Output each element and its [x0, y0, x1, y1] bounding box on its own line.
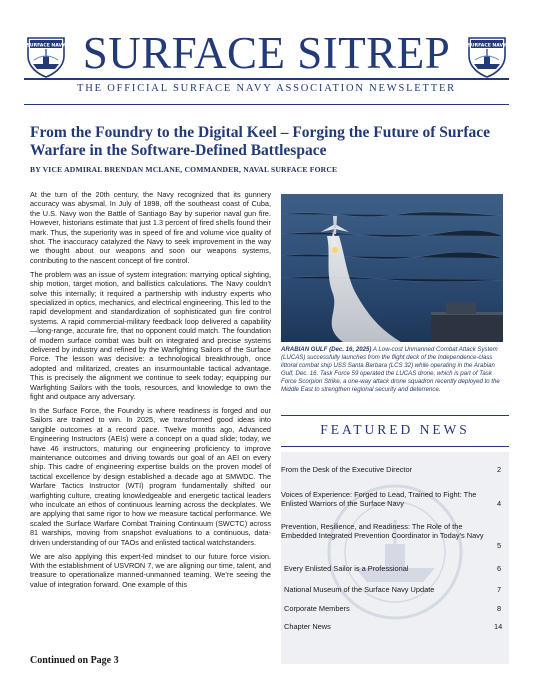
featured-item-title: Chapter News [284, 622, 331, 631]
featured-item-title: Corporate Members [284, 604, 350, 613]
article-paragraph: At the turn of the 20th century, the Navy recognized that its gunnery accuracy was abysmal. In July of 1898, off the southeast coast of Cuba, the U.S. Navy won the Battle of Santiago Bay by superior naval gun fire. However, historians estimate that just 1.3 percent of fired shells found their mark. Thus, the superiority was in speed of fire and volume vice quality of shot. The inaccuracy catalyzed the Navy to seek improvement in the way we thought about our weapons and soon our weapons systems, contributing to the nascent concept of fire control. [30, 190, 271, 265]
featured-item-title: National Museum of the Surface Navy Update [284, 585, 435, 594]
featured-item-page: 4 [497, 499, 502, 509]
article-byline: BY VICE ADMIRAL BRENDAN MCLANE, COMMANDER, NAVAL SURFACE FORCE [30, 165, 338, 174]
featured-item[interactable] [284, 564, 509, 573]
featured-item-page: 5 [497, 540, 502, 550]
featured-item-page: 14 [494, 622, 503, 631]
article-paragraph: The problem was an issue of system integration: marrying optical sighting, ship motion, target motion, and ballistics calculations. The Navy couldn’t solve this internally; it required a partnership with industry experts who specialized in optics, mechanics, and electrical engineering. This led to the rapid development and standardization of sophisticated gun fire control systems. A rapid commercial-military feedback loop delivered a capability—long-range, accurate fire, that no opponent could match. The foundation of modern surface combat was built on integrated and precise systems delivered by industry and refined by the Warfighting Sailors of the Surface Force. The lesson was decisive: a technological breakthrough, once adopted and militarized, creates an insurmountable tactical advantage. This is precisely the alignment we continue to seek today; equipping our Warfighting Sailors with the tools, resources, and knowledge to own the fight and outpace any adversary. [30, 269, 271, 402]
photo-caption [281, 346, 505, 395]
featured-item-page: 2 [497, 465, 502, 474]
featured-item[interactable] [284, 622, 509, 631]
masthead [0, 0, 533, 110]
featured-news-title: FEATURED NEWS [320, 422, 470, 437]
featured-item[interactable] [281, 465, 509, 474]
featured-item[interactable] [284, 604, 509, 613]
continued-link[interactable]: Continued on Page 3 [30, 655, 119, 666]
masthead-rule-bottom [24, 104, 509, 105]
article-paragraph: We are also applying this expert-led mindset to our future force vision. With the establishment of USVRON 7, we are aligning our time, talent, and treasure to operationalize manned-unmanned teaming. We’re seeing the value of integration forward. One example of this [30, 551, 271, 589]
surface-navy-shield-icon[interactable] [24, 34, 68, 78]
logo-text: SURFACE NAVY [26, 43, 66, 49]
featured-item-title: Voices of Experience: Forged to Lead, Trained to Fight: The Enlisted Warriors of the Surface Navy [281, 490, 477, 509]
featured-item[interactable] [284, 585, 509, 594]
featured-item-page: 6 [497, 564, 502, 573]
featured-rule-bottom [281, 446, 509, 447]
featured-item-title: Prevention, Resilience, and Readiness: The Role of the Embedded Integrated Prevention Coordinator in Today's Navy [281, 522, 484, 541]
featured-rule-top [281, 415, 509, 416]
article-headline: From the Foundry to the Digital Keel – Forging the Future of Surface Warfare in the Software-Defined Battlespace [30, 124, 491, 159]
caption-body: A Low-cost Unmanned Combat Attack System (LUCAS) successfully launches from the flight deck of the Independence-class littoral combat ship USS Santa Barbara (LCS 32) while operating in the Arabian Gulf, Dec. 16. Task Force 59 operated the LUCAS drone, which is part of Task Force Scorpion Strike, a one-way attack drone squadron recently deployed to the Middle East to strengthen regional security and deterrence. [281, 346, 500, 394]
featured-item-page: 8 [497, 604, 502, 613]
newsletter-subtitle: THE OFFICIAL SURFACE NAVY ASSOCIATION NEWSLETTER [77, 83, 456, 94]
article-body [30, 190, 271, 652]
featured-item-page: 7 [497, 585, 502, 594]
surface-navy-shield-icon[interactable] [465, 34, 509, 78]
featured-news-list [281, 452, 509, 664]
featured-item[interactable] [281, 490, 509, 509]
featured-item-title: Every Enlisted Sailor is a Professional [284, 564, 409, 573]
newsletter-title: SURFACE SITREP [82, 28, 451, 78]
article-paragraph: In the Surface Force, the Foundry is where readiness is forged and our Sailors are trained to win. In 2025, we transformed good ideas into tangible outcomes at a record pace. Twelve months ago, Advanced Engineering Instructors (AEIs) were a concept on a quad slide; today, we have 46 instructors, maturing our engineering proficiency to improve maintenance outcomes and driving towards our goal of an AEI on every ship. This cadre of engineering expertise builds on the proven model of tactical excellence by design established a decade ago at SMWDC. The Warfare Tactics Instructor (WTI) program fundamentally shifted our warfighting culture, creating knowledgeable and energetic tactical leaders who inculcate an ethos of continuous learning across the deckplates. We are applying that same rigor to how we measure tactical performance. We scaled the Surface Warfare Combat Training Continuum (SWCTC) across 81 warships, moving from snapshot evaluations to a continuous, data-driven understanding of our TAOs and enlisted tactical watchstanders. [30, 405, 271, 547]
masthead-rule-top [24, 78, 509, 80]
logo-text: SURFACE NAVY [467, 43, 507, 49]
caption-lead: ARABIAN GULF (Dec. 16, 2025) [281, 346, 372, 353]
drone-launch-photo [281, 194, 503, 342]
featured-item-title: From the Desk of the Executive Director [281, 465, 413, 474]
featured-item[interactable] [281, 522, 509, 550]
